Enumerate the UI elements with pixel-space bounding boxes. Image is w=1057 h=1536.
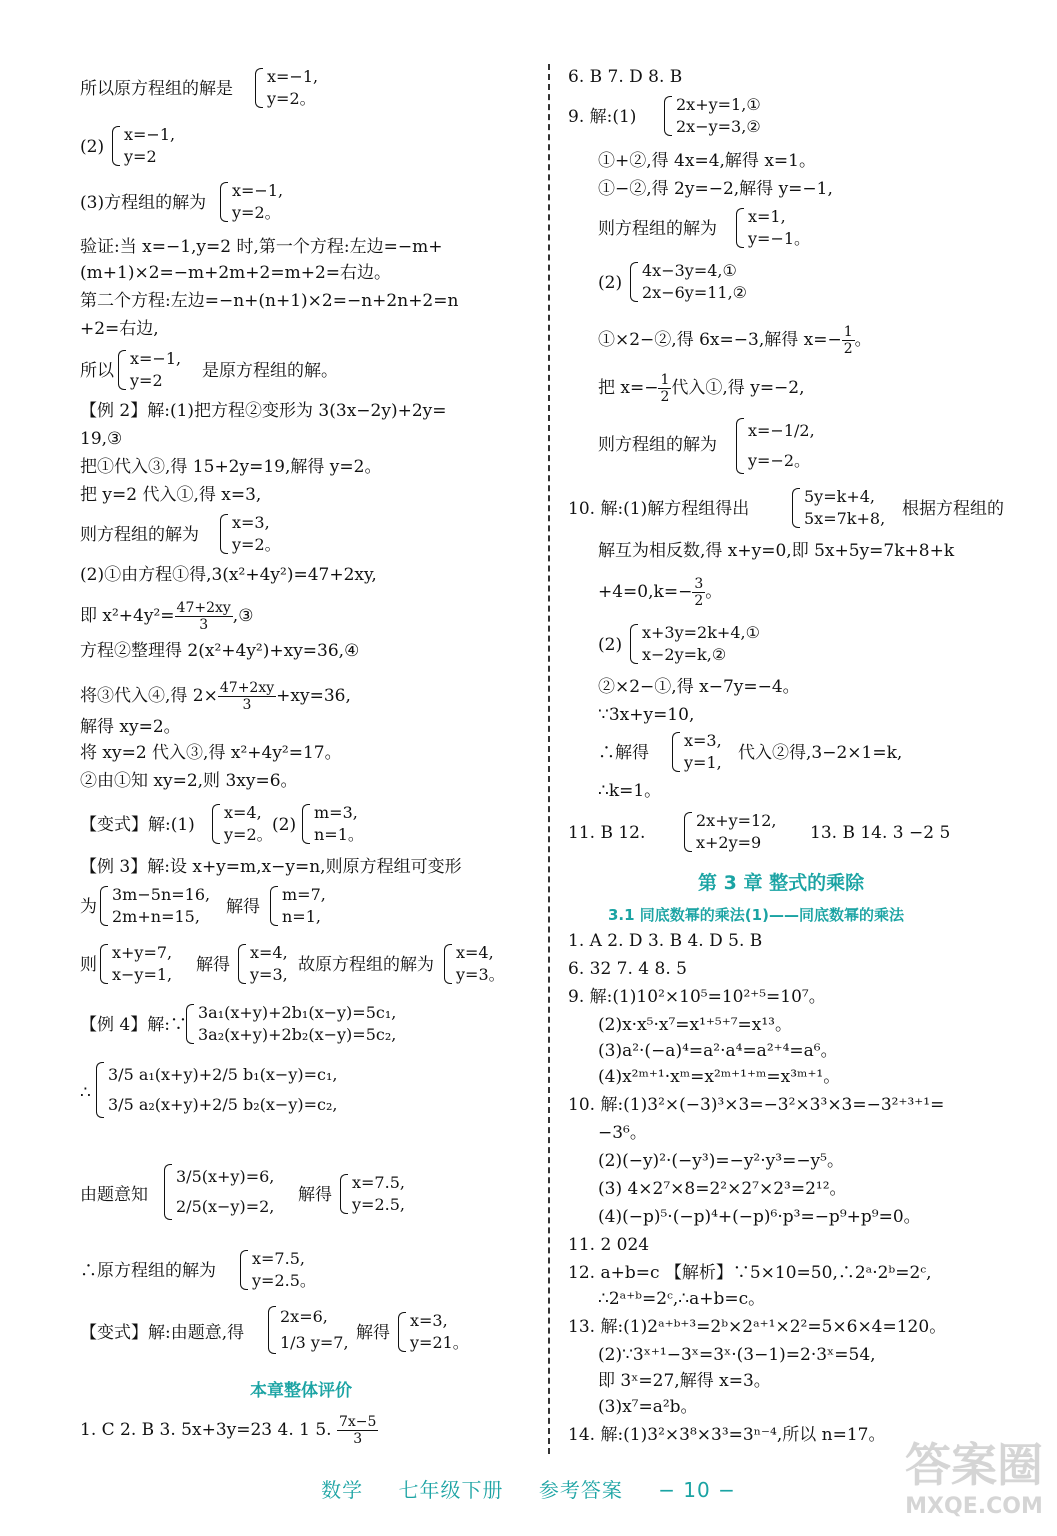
equation-system: x+3y=2k+4,① x−2y=k,② <box>630 622 760 666</box>
equation-system: x=4, y=3。 <box>444 942 505 986</box>
text-line: 由题意知 <box>80 1185 148 1205</box>
text-line: 11. 2 024 <box>568 1235 650 1255</box>
fraction: $\frac{7x-5}{3}$ <box>339 1414 377 1447</box>
text-line: 把①代入③,得 15+2y=19,解得 y=2。 <box>80 457 382 477</box>
text-line: ∴解得 <box>598 743 649 763</box>
text-line: 【例 2】解:(1)把方程②变形为 3(3x−2y)+2y= <box>80 401 447 421</box>
equation-system: 3/5 a₁(x+y)+2/5 b₁(x−y)=c₁, 3/5 a₂(x+y)+2/5 b₂(x−y)=c₂, <box>96 1060 337 1120</box>
text-line: ①×2−②,得 6x=−3,解得 x=− $\frac{1}{2}$ 。 <box>598 324 872 357</box>
text-line: 解得 <box>356 1323 390 1343</box>
text-line: 把 y=2 代入①,得 x=3, <box>80 485 262 505</box>
fraction: $\frac{1}{2}$ <box>660 372 670 405</box>
text-line: ∵3x+y=10, <box>598 705 695 725</box>
page-number: − 10 − <box>658 1478 736 1502</box>
equation-system: x=−1, y=2。 <box>220 180 283 224</box>
watermark-logo: 答案圈 MXQE.COM <box>905 1438 1043 1519</box>
equation-system: x=−1, y=2。 <box>255 66 318 110</box>
column-divider <box>548 64 550 1454</box>
text-line: 所以原方程组的解是 <box>80 79 233 99</box>
equation-system: x=1, y=−1。 <box>736 206 810 250</box>
equation-system: 5y=k+4, 5x=7k+8, <box>792 486 885 530</box>
text-line: ②由①知 xy=2,则 3xy=6。 <box>80 771 298 791</box>
text-line: 解得 xy=2。 <box>80 717 181 737</box>
text-line: 则方程组的解为 <box>598 219 717 239</box>
footer-grade: 七年级下册 <box>398 1478 504 1502</box>
equation-system: 4x−3y=4,① 2x−6y=11,② <box>630 260 747 304</box>
equation-system: m=7, n=1, <box>270 884 326 928</box>
footer-label: 参考答案 <box>538 1478 623 1502</box>
footer-subject: 数学 <box>321 1478 364 1502</box>
equation-system: 2x=6, 1/3 y=7, <box>268 1304 349 1356</box>
text-line: 14. 解:(1)3²×3⁸×3³=3ⁿ⁻⁴,所以 n=17。 <box>568 1425 886 1445</box>
equation-system: x=4, y=3, <box>238 942 288 986</box>
text-line: (2)x·x⁵·x⁷=x¹⁺⁵⁺⁷=x¹³。 <box>598 1015 792 1035</box>
text-line: (3)方程组的解为 <box>80 193 207 213</box>
text-line: 解互为相反数,得 x+y=0,即 5x+5y=7k+8+k <box>598 541 955 561</box>
equation-system: x=7.5, y=2.5, <box>340 1172 405 1216</box>
text-line: (3)a²·(−a)⁴=a²·a⁴=a²⁺⁴=a⁶。 <box>598 1041 838 1061</box>
text-line: ∴ <box>80 1083 91 1103</box>
text-line: (4)x²ᵐ⁺¹·xᵐ=x²ᵐ⁺¹⁺ᵐ=x³ᵐ⁺¹。 <box>598 1067 841 1087</box>
text-line: 解得 <box>226 897 260 917</box>
text-line: ②×2−①,得 x−7y=−4。 <box>598 677 800 697</box>
text-line: (2)①由方程①得,3(x²+4y²)=47+2xy, <box>80 565 377 585</box>
text-line: (2) <box>272 815 297 835</box>
text-line: (2)(−y)²·(−y³)=−y²·y³=−y⁵。 <box>598 1151 844 1171</box>
chapter-title: 第 3 章 整式的乘除 <box>698 872 865 894</box>
text-line: (4)(−p)⁵·(−p)⁴+(−p)⁶·p³=−p⁹+p⁹=0。 <box>598 1207 921 1227</box>
text-line: 故原方程组的解为 <box>298 955 434 975</box>
text-line: 方程②整理得 2(x²+4y²)+xy=36,④ <box>80 641 360 661</box>
text-line: (2) <box>80 137 105 157</box>
text-line: 9. 解:(1) <box>568 107 637 127</box>
text-line: −3⁶。 <box>598 1123 647 1143</box>
text-line: 根据方程组的 <box>902 499 1004 519</box>
fraction: $\frac{3}{2}$ <box>694 576 704 609</box>
text-line: ①−②,得 2y=−2,解得 y=−1, <box>598 179 833 199</box>
text-line: 9. 解:(1)10²×10⁵=10²⁺⁵=10⁷。 <box>568 987 826 1007</box>
text-line: 则 <box>80 955 97 975</box>
text-line: 所以 <box>80 361 114 381</box>
text-line: 把 x=− $\frac{1}{2}$ 代入①,得 y=−2, <box>598 372 805 405</box>
text-line: +2=右边, <box>80 319 159 339</box>
equation-system: 3/5(x+y)=6, 2/5(x−y)=2, <box>164 1162 274 1222</box>
text-line: 验证:当 x=−1,y=2 时,第一个方程:左边=−m+ <box>80 237 443 257</box>
equation-system: 3m−5n=16, 2m+n=15, <box>100 884 210 928</box>
text-line: (2) <box>598 273 623 293</box>
text-line: 是原方程组的解。 <box>202 361 338 381</box>
text-line: 即 x²+4y²= $\frac{47+2xy}{3}$ ,③ <box>80 600 254 633</box>
equation-system: 2x+y=12, x+2y=9 <box>684 810 777 854</box>
text-line: ∴原方程组的解为 <box>80 1261 216 1281</box>
section-title: 3.1 同底数幂的乘法(1)——同底数幂的乘法 <box>608 906 904 924</box>
text-line: (3)x⁷=a²b。 <box>598 1397 698 1417</box>
equation-system: m=3, n=1。 <box>302 802 364 846</box>
section-title: 本章整体评价 <box>250 1381 352 1401</box>
text-line: ①+②,得 4x=4,解得 x=1。 <box>598 151 816 171</box>
equation-system: x=7.5, y=2.5。 <box>240 1248 316 1292</box>
text-line: 【例 4】解:∵ <box>80 1015 187 1035</box>
text-line: (2)∵3ˣ⁺¹−3ˣ=3ˣ·(3−1)=2·3ˣ=54, <box>598 1345 876 1365</box>
equation-system: x=−1/2, y=−2。 <box>736 416 815 476</box>
text-line: 解得 <box>298 1185 332 1205</box>
equation-system: x=−1, y=2 <box>112 124 175 168</box>
text-line: (2) <box>598 635 623 655</box>
text-line: 12. a+b=c 【解析】∵5×10=50,∴2ᵃ·2ᵇ=2ᶜ, <box>568 1263 932 1283</box>
equation-system: x+y=7, x−y=1, <box>100 942 172 986</box>
text-line: 为 <box>80 897 97 917</box>
text-line: 11. B 12. <box>568 823 646 843</box>
text-line: 19,③ <box>80 429 123 449</box>
fraction: $\frac{1}{2}$ <box>843 324 853 357</box>
text-line: 1. A 2. D 3. B 4. D 5. B <box>568 931 763 951</box>
text-line: 则方程组的解为 <box>80 525 199 545</box>
text-line: 【变式】解:由题意,得 <box>80 1323 245 1343</box>
text-line: 第二个方程:左边=−n+(n+1)×2=−n+2n+2=n <box>80 291 459 311</box>
text-line: 即 3ˣ=27,解得 x=3。 <box>598 1371 771 1391</box>
text-line: 10. 解:(1)解方程组得出 <box>568 499 750 519</box>
fraction: $\frac{47+2xy}{3}$ <box>219 680 275 713</box>
equation-system: x=3, y=1, <box>672 730 722 774</box>
text-line: (3) 4×2⁷×8=2²×2⁷×2³=2¹²。 <box>598 1179 847 1199</box>
text-line: (m+1)×2=−m+2m+2=m+2=右边。 <box>80 263 392 283</box>
text-line: 10. 解:(1)3²×(−3)³×3=−3²×3³×3=−3²⁺³⁺¹= <box>568 1095 945 1115</box>
text-line: ∴2ᵃ⁺ᵇ=2ᶜ,∴a+b=c。 <box>598 1289 766 1309</box>
equation-system: 3a₁(x+y)+2b₁(x−y)=5c₁, 3a₂(x+y)+2b₂(x−y)=5c₂, <box>186 1002 396 1046</box>
text-line: 13. 解:(1)2ᵃ⁺ᵇ⁺³=2ᵇ×2ᵃ⁺¹×2²=5×6×4=120。 <box>568 1317 947 1337</box>
text-line: 代入②得,3−2×1=k, <box>738 743 903 763</box>
text-line: 1. C 2. B 3. 5x+3y=23 4. 1 5. $\frac{7x-5}{3}$ <box>80 1414 377 1447</box>
text-line: 则方程组的解为 <box>598 435 717 455</box>
equation-system: x=−1, y=2 <box>118 348 181 392</box>
text-line: 将③代入④,得 2× $\frac{47+2xy}{3}$ +xy=36, <box>80 680 351 713</box>
equation-system: x=3, y=21。 <box>398 1310 469 1354</box>
text-line: 将 xy=2 代入③,得 x²+4y²=17。 <box>80 743 342 763</box>
text-line: +4=0,k=− $\frac{3}{2}$ 。 <box>598 576 723 609</box>
equation-system: x=3, y=2。 <box>220 512 281 556</box>
text-line: 6. 32 7. 4 8. 5 <box>568 959 687 979</box>
text-line: 13. B 14. 3 −2 5 <box>810 823 951 843</box>
equation-system: 2x+y=1,① 2x−y=3,② <box>664 94 761 138</box>
text-line: 【变式】解:(1) <box>80 815 195 835</box>
equation-system: x=4, y=2。 <box>212 802 273 846</box>
text-line: 解得 <box>196 955 230 975</box>
fraction: $\frac{47+2xy}{3}$ <box>176 600 231 633</box>
text-line: ∴k=1。 <box>598 781 662 801</box>
text-line: 【例 3】解:设 x+y=m,x−y=n,则原方程组可变形 <box>80 857 462 877</box>
text-line: 6. B 7. D 8. B <box>568 67 683 87</box>
